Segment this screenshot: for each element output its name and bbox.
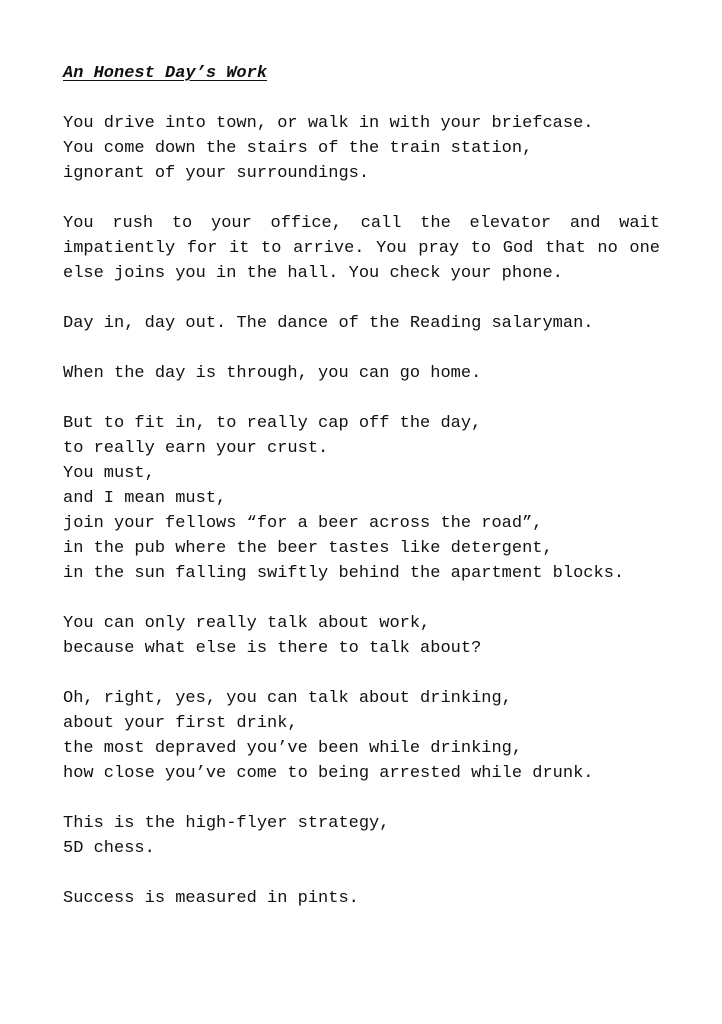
poem-line: You can only really talk about work,: [63, 614, 431, 633]
poem-stanza: [63, 411, 660, 586]
poem-stanza: [63, 361, 660, 386]
poem-line: ignorant of your surroundings.: [63, 164, 370, 183]
poem-line: join your fellows “for a beer across the road”,: [63, 514, 543, 533]
poem-stanza: [63, 311, 660, 336]
poem-line: Day in, day out. The dance of the Reading salaryman.: [63, 314, 594, 333]
poem-line: This is the high-flyer strategy,: [63, 814, 390, 833]
poem-line: Oh, right, yes, you can talk about drinking,: [63, 689, 512, 708]
poem-line: the most depraved you’ve been while drinking,: [63, 739, 523, 758]
poem-line: When the day is through, you can go home.: [63, 364, 482, 383]
poem-line: You must,: [63, 464, 155, 483]
poem-body: [63, 111, 660, 911]
poem-title: An Honest Day’s Work: [63, 64, 268, 83]
poem-line: Success is measured in pints.: [63, 889, 359, 908]
poem-stanza: [63, 111, 660, 186]
poem-stanza: [63, 886, 660, 911]
poem-line: You come down the stairs of the train station,: [63, 139, 533, 158]
poem-line: and I mean must,: [63, 489, 227, 508]
poem-line: because what else is there to talk about?: [63, 639, 482, 658]
poem-line: in the sun falling swiftly behind the apartment blocks.: [63, 564, 625, 583]
poem-stanza-justified: You rush to your office, call the elevator and wait impatiently for it to arrive. You pray to God that no one else joins you in the hall. You check your phone.: [63, 214, 660, 283]
poem-stanza: [63, 611, 660, 661]
poem-line: 5D chess.: [63, 839, 155, 858]
poem-line: in the pub where the beer tastes like detergent,: [63, 539, 553, 558]
poem-line: how close you’ve come to being arrested while drunk.: [63, 764, 594, 783]
poem-stanza: [63, 686, 660, 786]
poem-line: about your first drink,: [63, 714, 298, 733]
poem-stanza: [63, 811, 660, 861]
poem-line: You drive into town, or walk in with your briefcase.: [63, 114, 594, 133]
poem-line: But to fit in, to really cap off the day,: [63, 414, 482, 433]
poem-line: to really earn your crust.: [63, 439, 329, 458]
